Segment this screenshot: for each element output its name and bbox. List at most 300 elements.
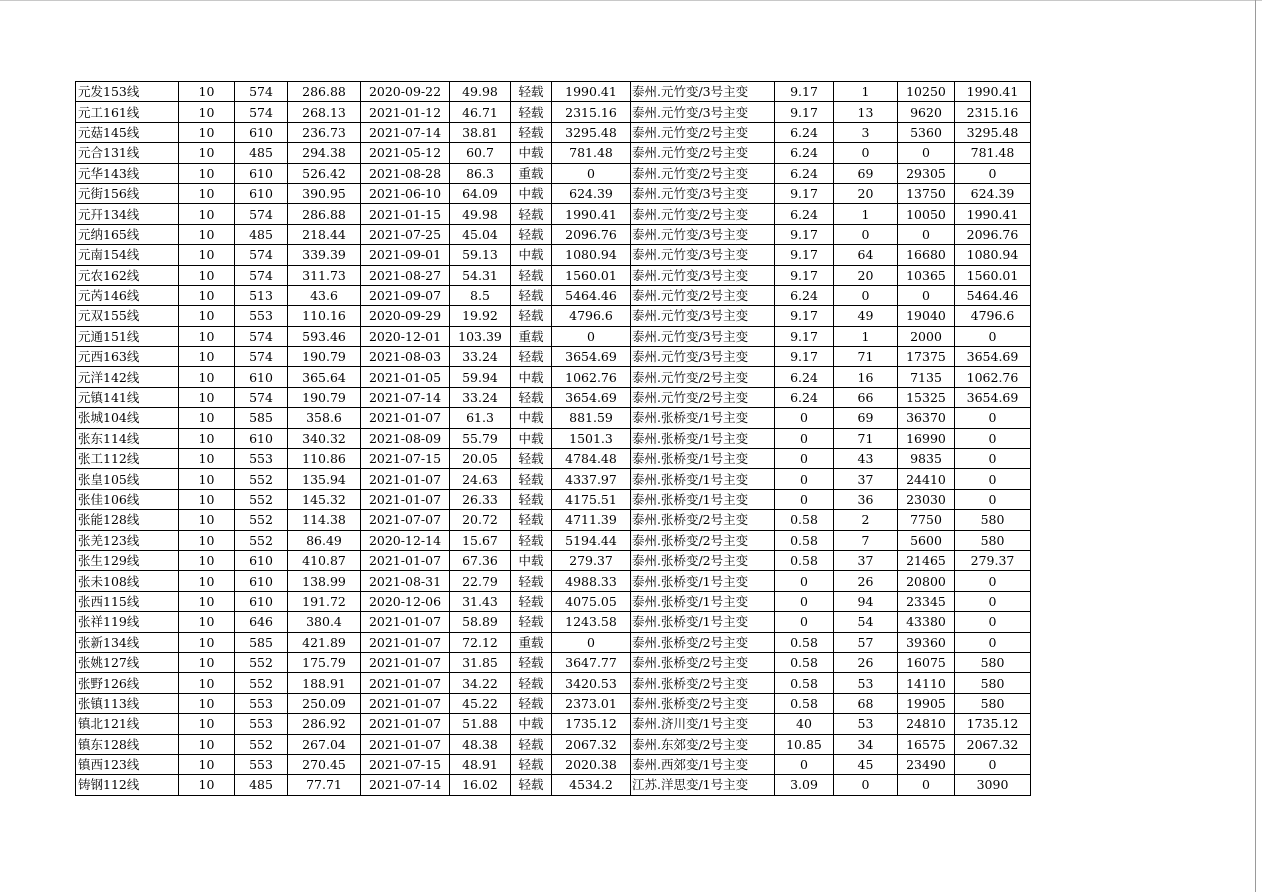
table-cell[interactable]: 59.94: [450, 367, 511, 387]
table-cell[interactable]: 元西163线: [76, 347, 179, 367]
table-cell[interactable]: 46.71: [450, 102, 511, 122]
table-cell[interactable]: 2067.32: [552, 734, 631, 754]
table-cell[interactable]: 485: [235, 224, 288, 244]
table-cell[interactable]: 646: [235, 612, 288, 632]
table-cell[interactable]: 张工112线: [76, 449, 179, 469]
table-cell[interactable]: 2021-01-07: [361, 489, 450, 509]
table-cell[interactable]: 2021-07-25: [361, 224, 450, 244]
table-cell[interactable]: 元发153线: [76, 82, 179, 102]
table-cell[interactable]: 2020-09-29: [361, 306, 450, 326]
table-cell[interactable]: 17375: [898, 347, 955, 367]
table-cell[interactable]: 552: [235, 510, 288, 530]
table-cell[interactable]: 881.59: [552, 408, 631, 428]
table-cell[interactable]: 0.58: [775, 652, 834, 672]
table-cell[interactable]: 0: [955, 469, 1031, 489]
table-cell[interactable]: 7: [834, 530, 898, 550]
table-cell[interactable]: 36370: [898, 408, 955, 428]
table-cell[interactable]: 135.94: [288, 469, 361, 489]
table-cell[interactable]: 267.04: [288, 734, 361, 754]
table-cell[interactable]: 15.67: [450, 530, 511, 550]
table-cell[interactable]: 镇北121线: [76, 714, 179, 734]
table-cell[interactable]: 1: [834, 204, 898, 224]
table-cell[interactable]: 轻载: [511, 387, 552, 407]
table-cell[interactable]: 2021-07-14: [361, 775, 450, 795]
table-cell[interactable]: 49: [834, 306, 898, 326]
table-cell[interactable]: 1560.01: [552, 265, 631, 285]
table-cell[interactable]: 0: [955, 408, 1031, 428]
table-cell[interactable]: 94: [834, 591, 898, 611]
table-cell[interactable]: 1990.41: [955, 82, 1031, 102]
table-cell[interactable]: 6.24: [775, 367, 834, 387]
table-cell[interactable]: 张皇105线: [76, 469, 179, 489]
table-cell[interactable]: 10250: [898, 82, 955, 102]
table-cell[interactable]: 张羌123线: [76, 530, 179, 550]
table-cell[interactable]: 10: [179, 632, 235, 652]
table-cell[interactable]: 元通151线: [76, 326, 179, 346]
table-cell[interactable]: 9.17: [775, 306, 834, 326]
table-cell[interactable]: 51.88: [450, 714, 511, 734]
table-cell[interactable]: 72.12: [450, 632, 511, 652]
table-cell[interactable]: 33.24: [450, 387, 511, 407]
table-cell[interactable]: 10: [179, 122, 235, 142]
table-cell[interactable]: 1990.41: [955, 204, 1031, 224]
table-cell[interactable]: 泰州.张桥变/2号主变: [631, 510, 775, 530]
table-cell[interactable]: 2020-12-01: [361, 326, 450, 346]
table-cell[interactable]: 1501.3: [552, 428, 631, 448]
table-cell[interactable]: 68: [834, 693, 898, 713]
table-cell[interactable]: 泰州.张桥变/1号主变: [631, 489, 775, 509]
table-cell[interactable]: 江苏.洋思变/1号主变: [631, 775, 775, 795]
table-cell[interactable]: 2021-07-15: [361, 449, 450, 469]
table-cell[interactable]: 泰州.元竹变/3号主变: [631, 306, 775, 326]
table-cell[interactable]: 279.37: [955, 550, 1031, 570]
table-cell[interactable]: 250.09: [288, 693, 361, 713]
table-cell[interactable]: 9.17: [775, 183, 834, 203]
table-cell[interactable]: 元街156线: [76, 183, 179, 203]
table-cell[interactable]: 6.24: [775, 163, 834, 183]
table-cell[interactable]: 3295.48: [552, 122, 631, 142]
table-cell[interactable]: 574: [235, 82, 288, 102]
table-cell[interactable]: 580: [955, 510, 1031, 530]
table-cell[interactable]: 中载: [511, 183, 552, 203]
table-cell[interactable]: 元洋142线: [76, 367, 179, 387]
table-cell[interactable]: 0: [834, 143, 898, 163]
table-cell[interactable]: 10: [179, 530, 235, 550]
table-cell[interactable]: 8.5: [450, 285, 511, 305]
table-cell[interactable]: 61.3: [450, 408, 511, 428]
table-cell[interactable]: 10: [179, 204, 235, 224]
table-cell[interactable]: 泰州.张桥变/2号主变: [631, 632, 775, 652]
table-cell[interactable]: 泰州.元竹变/3号主变: [631, 224, 775, 244]
table-cell[interactable]: 1: [834, 82, 898, 102]
table-cell[interactable]: 580: [955, 673, 1031, 693]
table-cell[interactable]: 泰州.元竹变/2号主变: [631, 143, 775, 163]
table-cell[interactable]: 10: [179, 347, 235, 367]
table-cell[interactable]: 1990.41: [552, 204, 631, 224]
table-cell[interactable]: 53: [834, 714, 898, 734]
table-cell[interactable]: 中载: [511, 550, 552, 570]
table-cell[interactable]: 元镇141线: [76, 387, 179, 407]
table-cell[interactable]: 24410: [898, 469, 955, 489]
table-cell[interactable]: 轻载: [511, 265, 552, 285]
table-cell[interactable]: 36: [834, 489, 898, 509]
table-cell[interactable]: 190.79: [288, 387, 361, 407]
table-cell[interactable]: 3654.69: [552, 387, 631, 407]
table-cell[interactable]: 40: [775, 714, 834, 734]
table-cell[interactable]: 0: [955, 612, 1031, 632]
table-cell[interactable]: 0.58: [775, 673, 834, 693]
table-cell[interactable]: 574: [235, 387, 288, 407]
table-cell[interactable]: 元合131线: [76, 143, 179, 163]
table-cell[interactable]: 0: [775, 449, 834, 469]
table-cell[interactable]: 2067.32: [955, 734, 1031, 754]
table-cell[interactable]: 4711.39: [552, 510, 631, 530]
table-cell[interactable]: 14110: [898, 673, 955, 693]
table-cell[interactable]: 781.48: [552, 143, 631, 163]
table-cell[interactable]: 2021-01-07: [361, 469, 450, 489]
table-cell[interactable]: 1080.94: [955, 245, 1031, 265]
table-cell[interactable]: 0.58: [775, 693, 834, 713]
table-cell[interactable]: 114.38: [288, 510, 361, 530]
table-cell[interactable]: 1735.12: [552, 714, 631, 734]
table-cell[interactable]: 610: [235, 428, 288, 448]
table-cell[interactable]: 16: [834, 367, 898, 387]
table-cell[interactable]: 2020-12-14: [361, 530, 450, 550]
table-cell[interactable]: 3420.53: [552, 673, 631, 693]
table-cell[interactable]: 中载: [511, 408, 552, 428]
table-cell[interactable]: 86.49: [288, 530, 361, 550]
table-cell[interactable]: 610: [235, 183, 288, 203]
table-cell[interactable]: 4784.48: [552, 449, 631, 469]
table-cell[interactable]: 390.95: [288, 183, 361, 203]
table-cell[interactable]: 1080.94: [552, 245, 631, 265]
table-cell[interactable]: 张东114线: [76, 428, 179, 448]
table-cell[interactable]: 610: [235, 550, 288, 570]
table-cell[interactable]: 泰州.济川变/1号主变: [631, 714, 775, 734]
table-cell[interactable]: 4337.97: [552, 469, 631, 489]
table-cell[interactable]: 22.79: [450, 571, 511, 591]
table-cell[interactable]: 218.44: [288, 224, 361, 244]
table-cell[interactable]: 57: [834, 632, 898, 652]
table-cell[interactable]: 20.05: [450, 449, 511, 469]
table-cell[interactable]: 7750: [898, 510, 955, 530]
table-cell[interactable]: 236.73: [288, 122, 361, 142]
table-cell[interactable]: 5600: [898, 530, 955, 550]
table-cell[interactable]: 58.89: [450, 612, 511, 632]
table-cell[interactable]: 3295.48: [955, 122, 1031, 142]
table-cell[interactable]: 552: [235, 734, 288, 754]
table-cell[interactable]: 610: [235, 163, 288, 183]
table-cell[interactable]: 张姚127线: [76, 652, 179, 672]
table-cell[interactable]: 轻载: [511, 204, 552, 224]
table-cell[interactable]: 张能128线: [76, 510, 179, 530]
table-cell[interactable]: 轻载: [511, 489, 552, 509]
table-cell[interactable]: 31.85: [450, 652, 511, 672]
table-cell[interactable]: 23490: [898, 754, 955, 774]
table-cell[interactable]: 43: [834, 449, 898, 469]
table-cell[interactable]: 0: [955, 489, 1031, 509]
table-cell[interactable]: 4988.33: [552, 571, 631, 591]
table-cell[interactable]: 3090: [955, 775, 1031, 795]
table-cell[interactable]: 10365: [898, 265, 955, 285]
table-cell[interactable]: 10: [179, 183, 235, 203]
table-cell[interactable]: 552: [235, 489, 288, 509]
table-cell[interactable]: 0: [775, 591, 834, 611]
table-cell[interactable]: 镇西123线: [76, 754, 179, 774]
table-cell[interactable]: 元菇145线: [76, 122, 179, 142]
table-cell[interactable]: 10: [179, 428, 235, 448]
table-cell[interactable]: 6.24: [775, 204, 834, 224]
table-cell[interactable]: 0: [552, 163, 631, 183]
table-cell[interactable]: 泰州.元竹变/2号主变: [631, 387, 775, 407]
table-cell[interactable]: 552: [235, 652, 288, 672]
table-cell[interactable]: 0: [834, 775, 898, 795]
table-cell[interactable]: 0: [898, 285, 955, 305]
table-cell[interactable]: 552: [235, 530, 288, 550]
table-cell[interactable]: 10: [179, 408, 235, 428]
table-cell[interactable]: 580: [955, 530, 1031, 550]
table-cell[interactable]: 2021-01-07: [361, 408, 450, 428]
table-cell[interactable]: 镇东128线: [76, 734, 179, 754]
table-cell[interactable]: 781.48: [955, 143, 1031, 163]
table-cell[interactable]: 0: [775, 612, 834, 632]
table-cell[interactable]: 2021-08-27: [361, 265, 450, 285]
table-cell[interactable]: 279.37: [552, 550, 631, 570]
table-cell[interactable]: 泰州.张桥变/1号主变: [631, 469, 775, 489]
table-cell[interactable]: 29305: [898, 163, 955, 183]
table-cell[interactable]: 0: [775, 408, 834, 428]
table-cell[interactable]: 55.79: [450, 428, 511, 448]
table-cell[interactable]: 元华143线: [76, 163, 179, 183]
table-cell[interactable]: 0: [775, 489, 834, 509]
table-cell[interactable]: 16680: [898, 245, 955, 265]
table-cell[interactable]: 轻载: [511, 347, 552, 367]
table-cell[interactable]: 286.92: [288, 714, 361, 734]
table-cell[interactable]: 2021-07-14: [361, 122, 450, 142]
table-cell[interactable]: 轻载: [511, 693, 552, 713]
table-cell[interactable]: 0: [955, 591, 1031, 611]
table-cell[interactable]: 10: [179, 265, 235, 285]
table-cell[interactable]: 2021-01-07: [361, 632, 450, 652]
table-cell[interactable]: 泰州.张桥变/1号主变: [631, 612, 775, 632]
table-cell[interactable]: 580: [955, 693, 1031, 713]
table-cell[interactable]: 574: [235, 204, 288, 224]
table-cell[interactable]: 553: [235, 714, 288, 734]
table-cell[interactable]: 1990.41: [552, 82, 631, 102]
table-cell[interactable]: 574: [235, 245, 288, 265]
table-cell[interactable]: 4796.6: [552, 306, 631, 326]
table-cell[interactable]: 26: [834, 652, 898, 672]
table-cell[interactable]: 0: [775, 571, 834, 591]
table-cell[interactable]: 339.39: [288, 245, 361, 265]
table-cell[interactable]: 泰州.元竹变/2号主变: [631, 367, 775, 387]
table-cell[interactable]: 2021-07-14: [361, 387, 450, 407]
table-cell[interactable]: 311.73: [288, 265, 361, 285]
table-cell[interactable]: 张佳106线: [76, 489, 179, 509]
table-cell[interactable]: 10: [179, 571, 235, 591]
table-cell[interactable]: 24.63: [450, 469, 511, 489]
table-cell[interactable]: 10: [179, 591, 235, 611]
table-cell[interactable]: 10: [179, 143, 235, 163]
table-cell[interactable]: 410.87: [288, 550, 361, 570]
table-cell[interactable]: 9620: [898, 102, 955, 122]
table-cell[interactable]: 轻载: [511, 224, 552, 244]
table-cell[interactable]: 10: [179, 612, 235, 632]
table-cell[interactable]: 3654.69: [955, 347, 1031, 367]
table-cell[interactable]: 5464.46: [552, 285, 631, 305]
table-cell[interactable]: 泰州.张桥变/2号主变: [631, 550, 775, 570]
table-cell[interactable]: 10: [179, 102, 235, 122]
table-cell[interactable]: 元双155线: [76, 306, 179, 326]
table-cell[interactable]: 2021-05-12: [361, 143, 450, 163]
table-cell[interactable]: 轻载: [511, 510, 552, 530]
table-cell[interactable]: 380.4: [288, 612, 361, 632]
table-cell[interactable]: 3654.69: [552, 347, 631, 367]
table-cell[interactable]: 2021-01-12: [361, 102, 450, 122]
table-cell[interactable]: 10050: [898, 204, 955, 224]
table-cell[interactable]: 1735.12: [955, 714, 1031, 734]
table-cell[interactable]: 10: [179, 285, 235, 305]
table-cell[interactable]: 6.24: [775, 143, 834, 163]
table-cell[interactable]: 10: [179, 489, 235, 509]
table-cell[interactable]: 9.17: [775, 224, 834, 244]
table-cell[interactable]: 86.3: [450, 163, 511, 183]
table-cell[interactable]: 19040: [898, 306, 955, 326]
table-cell[interactable]: 泰州.元竹变/2号主变: [631, 122, 775, 142]
table-cell[interactable]: 6.24: [775, 285, 834, 305]
table-cell[interactable]: 358.6: [288, 408, 361, 428]
table-cell[interactable]: 485: [235, 775, 288, 795]
table-cell[interactable]: 张生129线: [76, 550, 179, 570]
table-cell[interactable]: 4796.6: [955, 306, 1031, 326]
table-cell[interactable]: 10: [179, 652, 235, 672]
table-cell[interactable]: 45.22: [450, 693, 511, 713]
table-cell[interactable]: 34.22: [450, 673, 511, 693]
table-cell[interactable]: 元农162线: [76, 265, 179, 285]
table-cell[interactable]: 元工161线: [76, 102, 179, 122]
table-cell[interactable]: 轻载: [511, 306, 552, 326]
table-cell[interactable]: 泰州.元竹变/3号主变: [631, 347, 775, 367]
table-cell[interactable]: 0.58: [775, 510, 834, 530]
table-cell[interactable]: 593.46: [288, 326, 361, 346]
table-cell[interactable]: 43380: [898, 612, 955, 632]
table-cell[interactable]: 19.92: [450, 306, 511, 326]
table-cell[interactable]: 145.32: [288, 489, 361, 509]
table-cell[interactable]: 5360: [898, 122, 955, 142]
table-cell[interactable]: 188.91: [288, 673, 361, 693]
table-cell[interactable]: 43.6: [288, 285, 361, 305]
table-cell[interactable]: 泰州.元竹变/2号主变: [631, 204, 775, 224]
table-cell[interactable]: 0: [955, 449, 1031, 469]
table-cell[interactable]: 张城104线: [76, 408, 179, 428]
table-cell[interactable]: 71: [834, 428, 898, 448]
table-cell[interactable]: 485: [235, 143, 288, 163]
table-cell[interactable]: 610: [235, 122, 288, 142]
table-cell[interactable]: 190.79: [288, 347, 361, 367]
table-cell[interactable]: 0: [955, 754, 1031, 774]
table-cell[interactable]: 16.02: [450, 775, 511, 795]
table-cell[interactable]: 574: [235, 102, 288, 122]
table-cell[interactable]: 2021-01-07: [361, 652, 450, 672]
table-cell[interactable]: 泰州.元竹变/3号主变: [631, 265, 775, 285]
table-cell[interactable]: 49.98: [450, 82, 511, 102]
table-cell[interactable]: 53: [834, 673, 898, 693]
table-cell[interactable]: 6.24: [775, 122, 834, 142]
table-cell[interactable]: 泰州.张桥变/2号主变: [631, 530, 775, 550]
table-cell[interactable]: 38.81: [450, 122, 511, 142]
table-cell[interactable]: 轻载: [511, 82, 552, 102]
table-cell[interactable]: 294.38: [288, 143, 361, 163]
table-cell[interactable]: 0: [552, 632, 631, 652]
table-cell[interactable]: 10: [179, 754, 235, 774]
table-cell[interactable]: 64.09: [450, 183, 511, 203]
table-cell[interactable]: 0.58: [775, 530, 834, 550]
table-cell[interactable]: 2: [834, 510, 898, 530]
table-cell[interactable]: 24810: [898, 714, 955, 734]
table-cell[interactable]: 泰州.元竹变/3号主变: [631, 245, 775, 265]
table-cell[interactable]: 10: [179, 82, 235, 102]
table-cell[interactable]: 轻载: [511, 775, 552, 795]
table-cell[interactable]: 580: [955, 652, 1031, 672]
table-cell[interactable]: 48.38: [450, 734, 511, 754]
table-cell[interactable]: 553: [235, 754, 288, 774]
table-cell[interactable]: 6.24: [775, 387, 834, 407]
table-cell[interactable]: 泰州.张桥变/1号主变: [631, 571, 775, 591]
table-cell[interactable]: 0: [898, 224, 955, 244]
table-cell[interactable]: 2021-01-07: [361, 612, 450, 632]
table-cell[interactable]: 0.58: [775, 550, 834, 570]
table-cell[interactable]: 泰州.张桥变/1号主变: [631, 428, 775, 448]
table-cell[interactable]: 轻载: [511, 122, 552, 142]
table-cell[interactable]: 9.17: [775, 347, 834, 367]
table-cell[interactable]: 3647.77: [552, 652, 631, 672]
table-cell[interactable]: 2315.16: [552, 102, 631, 122]
table-cell[interactable]: 2021-08-31: [361, 571, 450, 591]
table-cell[interactable]: 0: [955, 163, 1031, 183]
table-cell[interactable]: 552: [235, 469, 288, 489]
table-cell[interactable]: 1560.01: [955, 265, 1031, 285]
table-cell[interactable]: 4534.2: [552, 775, 631, 795]
table-cell[interactable]: 泰州.元竹变/3号主变: [631, 82, 775, 102]
table-cell[interactable]: 2021-09-01: [361, 245, 450, 265]
table-cell[interactable]: 2021-09-07: [361, 285, 450, 305]
table-cell[interactable]: 元幵134线: [76, 204, 179, 224]
table-cell[interactable]: 69: [834, 408, 898, 428]
table-cell[interactable]: 2021-01-05: [361, 367, 450, 387]
table-cell[interactable]: 10: [179, 163, 235, 183]
table-cell[interactable]: 泰州.张桥变/1号主变: [631, 591, 775, 611]
table-cell[interactable]: 71: [834, 347, 898, 367]
table-cell[interactable]: 0: [775, 428, 834, 448]
table-cell[interactable]: 2020-12-06: [361, 591, 450, 611]
table-cell[interactable]: 268.13: [288, 102, 361, 122]
table-cell[interactable]: 60.7: [450, 143, 511, 163]
table-cell[interactable]: 1062.76: [552, 367, 631, 387]
table-cell[interactable]: 48.91: [450, 754, 511, 774]
table-cell[interactable]: 4175.51: [552, 489, 631, 509]
table-cell[interactable]: 574: [235, 347, 288, 367]
table-cell[interactable]: 0: [898, 775, 955, 795]
table-cell[interactable]: 67.36: [450, 550, 511, 570]
table-cell[interactable]: 10: [179, 387, 235, 407]
table-cell[interactable]: 2021-08-09: [361, 428, 450, 448]
table-cell[interactable]: 10: [179, 673, 235, 693]
table-cell[interactable]: 21465: [898, 550, 955, 570]
table-cell[interactable]: 2021-07-15: [361, 754, 450, 774]
table-cell[interactable]: 10: [179, 734, 235, 754]
table-cell[interactable]: 624.39: [955, 183, 1031, 203]
table-cell[interactable]: 513: [235, 285, 288, 305]
